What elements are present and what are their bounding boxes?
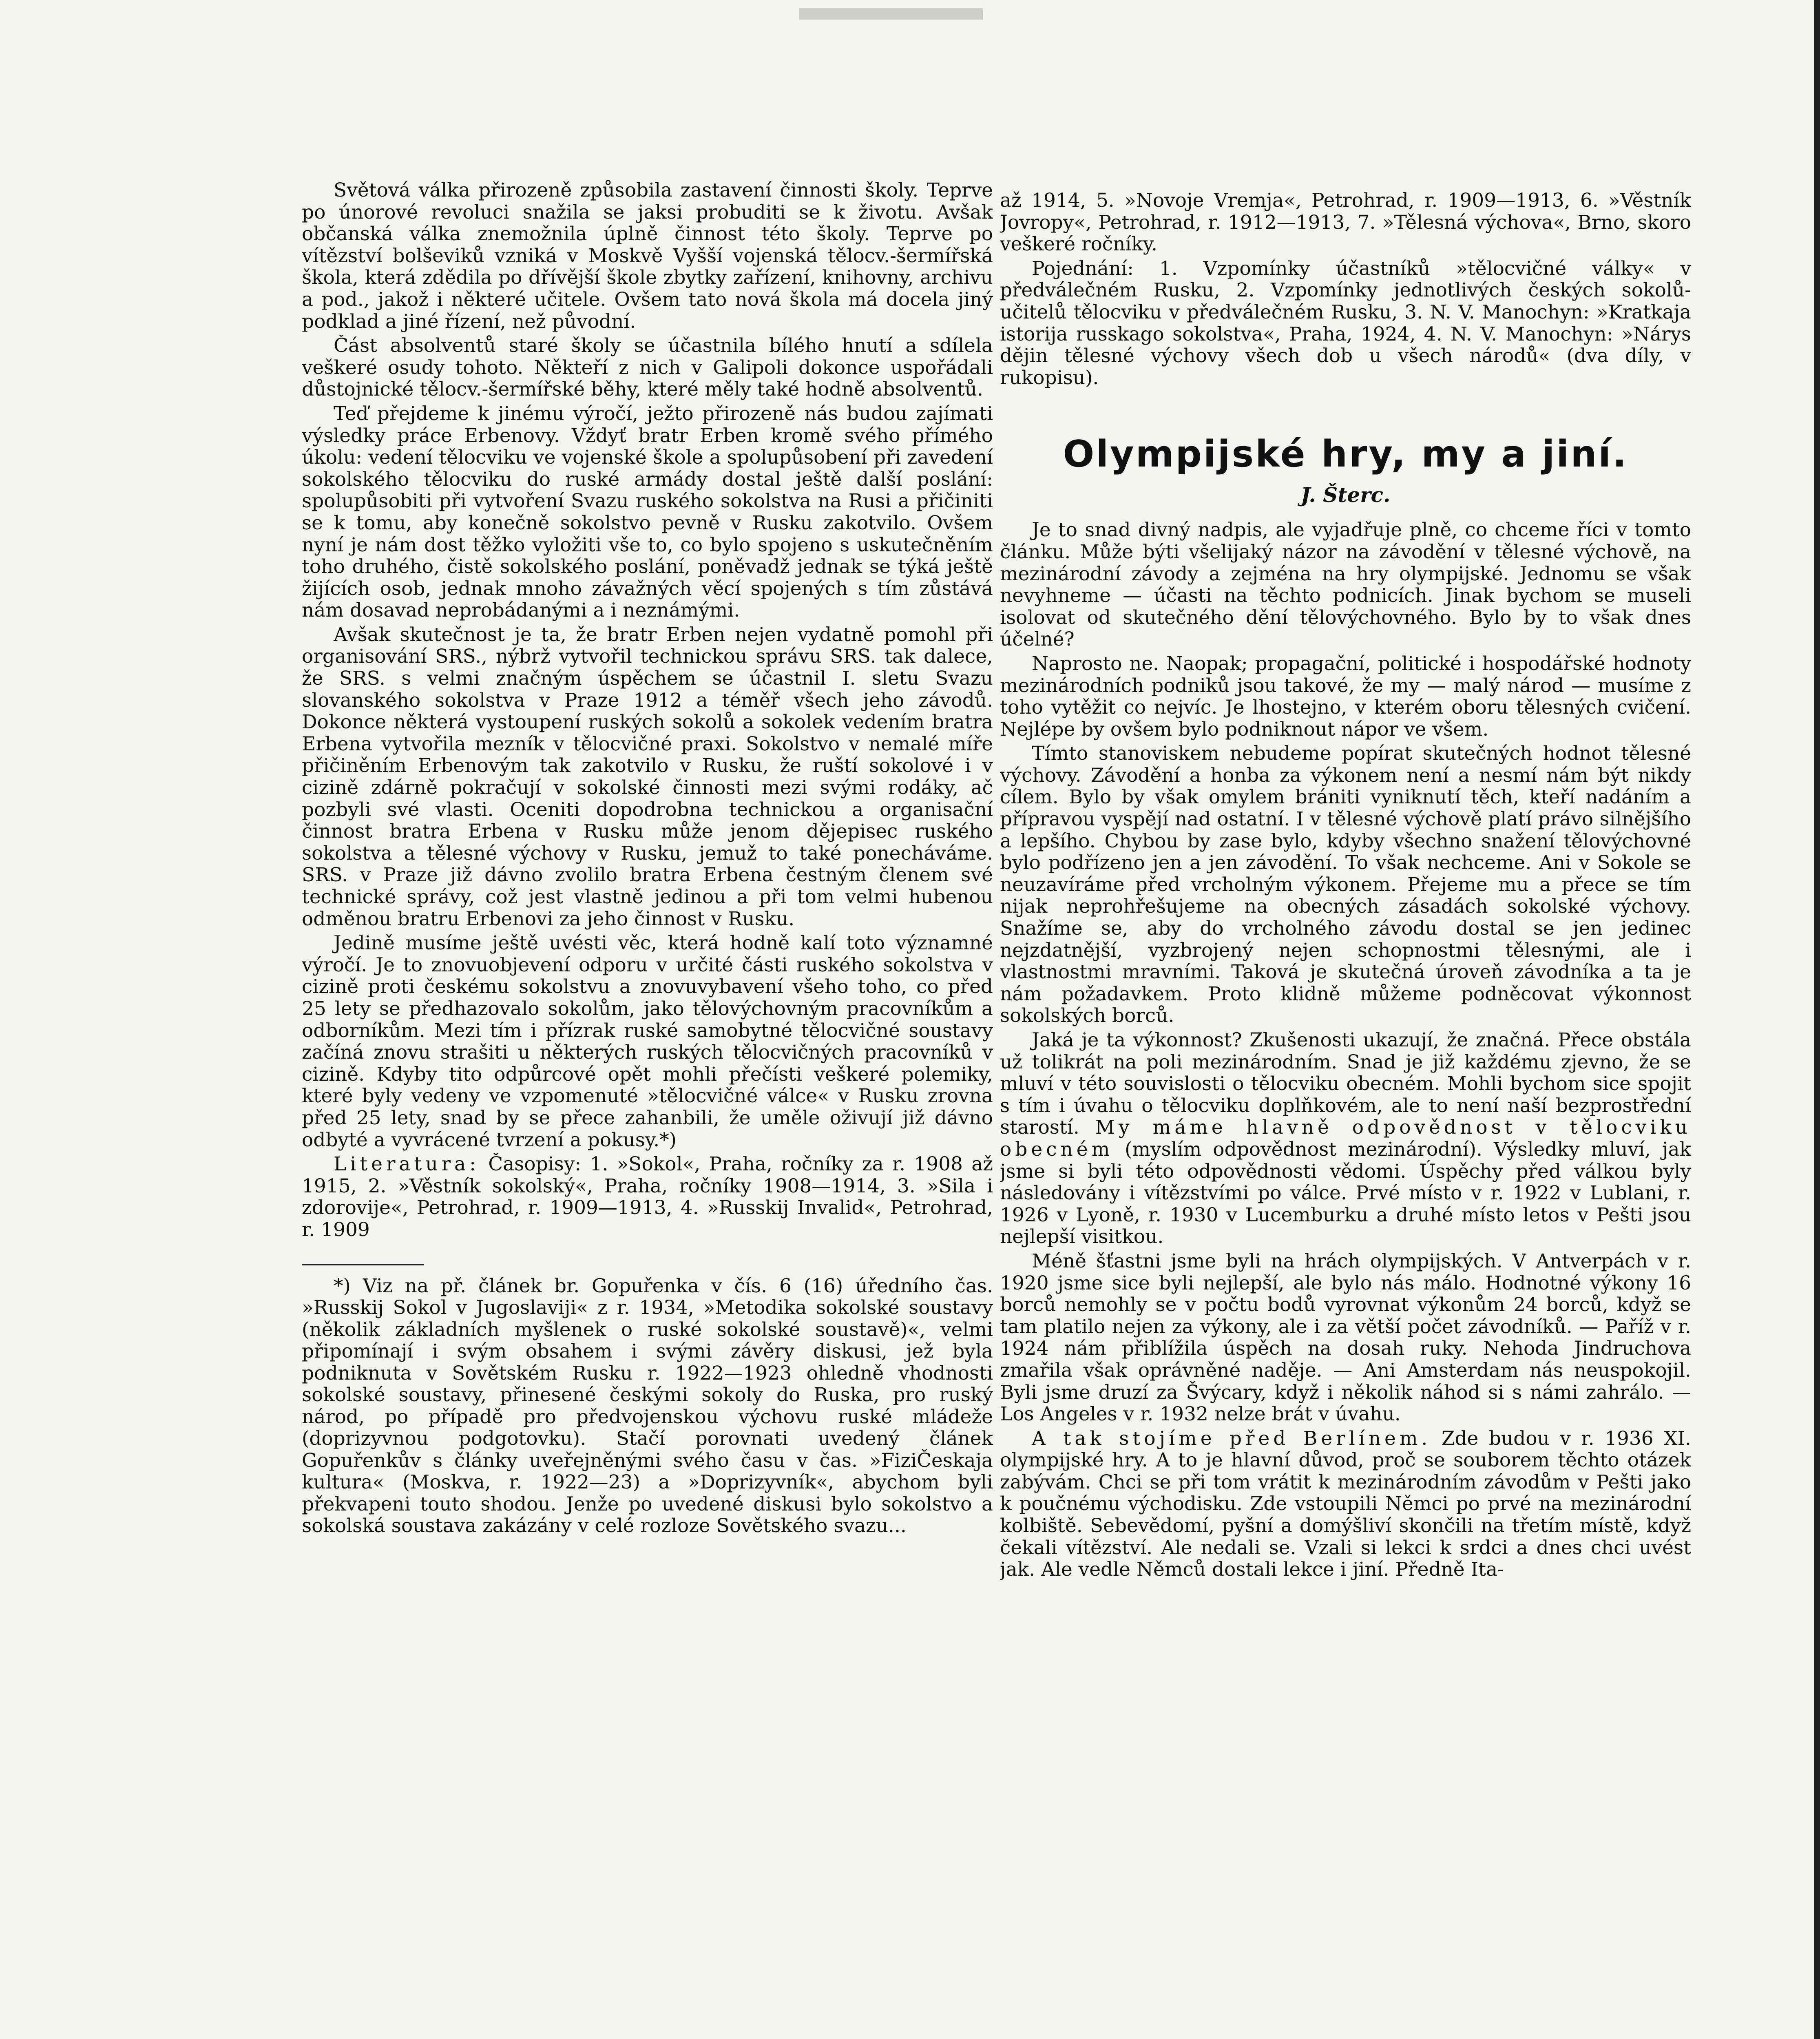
- paragraph-performance: [1000, 1029, 1691, 1248]
- literature-list: [302, 1153, 993, 1241]
- scan-smudge: [799, 8, 983, 20]
- treatises-list: Pojednání: 1. Vzpomínky účastníků »tělocvičné války« v předválečném Rusku, 2. Vzpomínky jednotlivých českých sokolů-učitelů tělocviku v předválečném Rusku, 3. N. V. Manochyn: »Kratkaja istorija russkago sokolstva«, Praha, 1924, 4. N. V. Manochyn: »Nárys dějin tělesné výchovy všech dob u všech národů« (dva díly, v rukopisu).: [1000, 257, 1691, 389]
- right-column: [1000, 190, 1691, 1583]
- literature-label: Literatura:: [334, 1153, 480, 1176]
- paragraph-berlin: [1000, 1428, 1691, 1581]
- paragraph: Avšak skutečnost je ta, že bratr Erben nejen vydatně pomohl při organisování SRS., nýbrž vytvořil technickou správu SRS. tak dalece, že SRS. s velmi značným úspěchem se účastnil I. sletu Svazu slovanského sokolstva v Praze 1912 a téměř všech jeho závodů. Dokonce některá vystoupení ruských sokolů a sokolek vedením bratra Erbena vytvořila mezník v tělocvičné praxi. Sokolstvo v nemalé míře přičiněním Erbenovým tak zakotvilo v Rusku, že ruští sokolové i v cizině zdárně pokračují v sokolské činnosti mezi svými rodáky, ač pozbyli své vlasti. Oceniti dopodrobna technickou a organisační činnost bratra Erbena v Rusku může jenom dějepisec ruského sokolstva a tělesné výchovy v Rusku, jemuž to také ponecháváme. SRS. v Praze již dávno zvolilo bratra Erbena čestným členem své technické správy, což jest vlastně jedinou a při tom velmi hubenou odměnou bratru Erbenovi za jeho činnost v Rusku.: [302, 624, 993, 930]
- performance-intro: Jaká je ta výkonnost? Zkušenosti ukazují, že značná. Přece obstála už tolikrát na poli mezinárodním. Snad je již každému zjevno, že se mluví v této souvislosti o tělocviku obecném. Mohli bychom sice spojit s tím i úvahu o tělocviku doplňkovém, ale to není naší bezprostřední starostí.: [1000, 1029, 1691, 1139]
- berlin-emphasis: A tak stojíme před Berlínem.: [1032, 1427, 1431, 1450]
- article-title: Olympijské hry, my a jiní.: [1063, 433, 1628, 476]
- performance-emphasis: My máme hlavně odpovědnost v tělocviku obecném: [1000, 1116, 1691, 1161]
- paragraph: Teď přejdeme k jinému výročí, ježto přirozeně nás budou zajímati výsledky práce Erbenovy. Vždyť bratr Erben kromě svého přímého úkolu: vedení tělocviku ve vojenské škole a spolupůsobení při zavedení sokolského tělocviku do ruské armády dostal ještě další poslání: spolupůsobiti při vytvoření Svazu ruského sokolstva na Rusi a přičiniti se k tomu, aby konečně sokolstvo pevně v Rusku zakotvilo. Ovšem nyní je nám dost těžko vyložiti vše to, co bylo spojeno s uskutečněním toho druhého, čistě sokolského poslání, poněvadž jednak se týká ještě žijících osob, jednak mnoho závažných věcí spojených s tím zůstává nám dosavad neprobádanými a i neznámými.: [302, 402, 993, 621]
- paragraph: Jedině musíme ještě uvésti věc, která hodně kalí toto významné výročí. Je to znovuobjevení odporu v určité části ruského sokolstva v cizině proti českému sokolstvu a znovuvybavení všeho toho, co před 25 lety se předhazovalo sokolům, jako tělovýchovným pracovníkům a odborníkům. Mezi tím i přízrak ruské samobytné tělocvičné soustavy začíná znovu strašiti u některých ruských tělocvičných pracovníků v cizině. Kdyby tito odpůrcové opět mohli přečísti veškeré polemiky, které byly vedeny ve vzpomenuté »tělocvičné válce« v Rusku zrovna před 25 lety, snad by se přece zahanbili, že uměle oživují již dávno odbyté a vyvrácené tvrzení a pokusy.*): [302, 932, 993, 1151]
- paragraph: Je to snad divný nadpis, ale vyjadřuje plně, co chceme říci v tomto článku. Může býti všelijaký názor na závodění v tělesné výchově, na mezinárodní závody a zejména na hry olympijské. Jednomu se však nevyhneme — účasti na těchto podnicích. Jinak bychom se museli isolovat od skutečného dění tělovýchovného. Bylo by to však dnes účelné?: [1000, 519, 1691, 650]
- paragraph: Tímto stanoviskem nebudeme popírat skutečných hodnot tělesné výchovy. Závodění a honba za výkonem není a nesmí nám být nikdy cílem. Bylo by však omylem brániti vyniknutí těch, kteří nadáním a přípravou vyspějí nad ostatní. I v tělesné výchově platí právo silnějšího a lepšího. Chybou by zase bylo, kdyby všechno snažení tělovýchovné bylo podřízeno jen a jen závodění. To však nechceme. Ani v Sokole se neuzavíráme před vrcholným výkonem. Přejeme mu a přece se tím nijak neprohřešujeme na obecných zásadách sokolské výchovy. Snažíme se, aby do vrcholného závodu dostal se jen jedinec nejzdatnější, vyzbrojený nejen schopnostmi tělesnými, ale i vlastnostmi mravními. Taková je skutečná úroveň závodníka a ta je nám požadavkem. Proto klidně můžeme podněcovat výkonnost sokolských borců.: [1000, 743, 1691, 1027]
- paragraph: Část absolventů staré školy se účastnila bílého hnutí a sdílela veškeré osudy tohoto. Někteří z nich v Galipoli dokonce uspořádali důstojnické tělocv.-šermířské běhy, které měly také hodně absolventů.: [302, 335, 993, 400]
- paragraph: Méně šťastni jsme byli na hrách olympijských. V Antverpách v r. 1920 jsme sice byli nejlepší, ale bylo nás málo. Hodnotné výkony 16 borců nemohly se v počtu bodů vyrovnat výkonům 24 borců, když se tam platilo nejen za výkony, ale i za větší počet závodníků. — Paříž v r. 1924 nám přiblížila úspěch na dosah ruky. Nehoda Jindruchova zmařila však oprávněné naděje. — Ani Amsterdam nás neuspokojil. Byli jsme druzí za Švýcary, když i několik náhod si s námi zahrálo. — Los Angeles v r. 1932 nelze brát v úvahu.: [1000, 1250, 1691, 1425]
- footnote: *) Viz na př. článek br. Gopuřenka v čís. 6 (16) úředního čas. »Russkij Sokol v Jugoslaviji« z r. 1934, »Metodika sokolské soustavy (několik základních myšlenek o ruské sokolské soustavě)«, velmi připomínají i svým obsahem i svými závěry diskusi, jež byla podniknuta v Sovětském Rusku r. 1922—1923 ohledně vhodnosti sokolské soustavy, přinesené českými sokoly do Ruska, pro ruský národ, po případě pro předvojenskou výchovu ruské mládeže (doprizyvnou podgotovku). Stačí porovnati uvedený článek Gopuřenkův s články uveřejněnými svého času v čas. »FiziČeskaja kultura« (Moskva, r. 1922—23) a »Doprizyvník«, abychom byli překvapeni touto shodou. Jenže po uvedené diskusi bylo sokolstvo a sokolská soustava zakázány v celé rozloze Sovětského svazu...: [302, 1274, 993, 1537]
- paragraph: Světová válka přirozeně způsobila zastavení činnosti školy. Teprve po únorové revoluci snažila se jaksi probuditi se k životu. Avšak občanská válka znemožnila úplně činnost této školy. Teprve po vítězství bolševiků vzniká v Moskvě Vyšší vojenská tělocv.-šermířská škola, která zdědila po dřívější škole zbytky zařízení, knihovny, archivu a pod., jakož i některé učitele. Ovšem tato nová škola má docela jiný podklad a jiné řízení, než původní.: [302, 179, 993, 333]
- literature-text: Časopisy: 1. »Sokol«, Praha, ročníky za r. 1908 až 1915, 2. »Věstník sokolský«, Praha, ročníky 1908—1914, 3. »Sila i zdorovije«, Petrohrad, r. 1909—1913, 4. »Russkij Invalid«, Petrohrad, r. 1909: [302, 1153, 993, 1241]
- literature-continuation: až 1914, 5. »Novoje Vremja«, Petrohrad, r. 1909—1913, 6. »Věstník Jovropy«, Petrohrad, r. 1912—1913, 7. »Tělesná výchova«, Brno, skoro veškeré ročníky.: [1000, 190, 1691, 255]
- footnote-divider: [302, 1264, 424, 1265]
- scan-edge: [1814, 0, 1820, 2039]
- performance-rest: (myslím odpovědnost mezinárodní). Výsledky mluví, jak jsme si byli této odpovědnosti vědomi. Úspěchy před válkou byly následovány i vítězstvími po válce. Prvé místo v r. 1922 v Lublani, r. 1926 v Lyoně, r. 1930 v Lucemburku a druhé místo letos v Pešti jsou nejlepší visitkou.: [1000, 1138, 1691, 1248]
- berlin-rest: Zde budou v r. 1936 XI. olympijské hry. A to je hlavní důvod, proč se souborem těchto otázek zabývám. Chci se při tom vrátit k mezinárodním závodům v Pešti jako k poučnému východisku. Zde vstoupili Němci po prvé na mezinárodní kolbiště. Sebevědomí, pyšní a domýšliví skončili na třetím místě, když čekali vítězství. Ale nedali se. Vzali si lekci k srdci a dnes chci uvést jak. Ale vedle Němců dostali lekce i jiní. Předně Ita-: [1000, 1427, 1691, 1581]
- left-column: [302, 179, 993, 1537]
- article-author: J. Šterc.: [1300, 483, 1391, 507]
- paragraph: Naprosto ne. Naopak; propagační, politické i hospodářské hodnoty mezinárodních podniků jsou takové, že my — malý národ — musíme z toho vytěžit co nejvíc. Je lhostejno, v kterém oboru tělesných cvičení. Nejlépe by ovšem bylo podniknout nápor ve všem.: [1000, 652, 1691, 741]
